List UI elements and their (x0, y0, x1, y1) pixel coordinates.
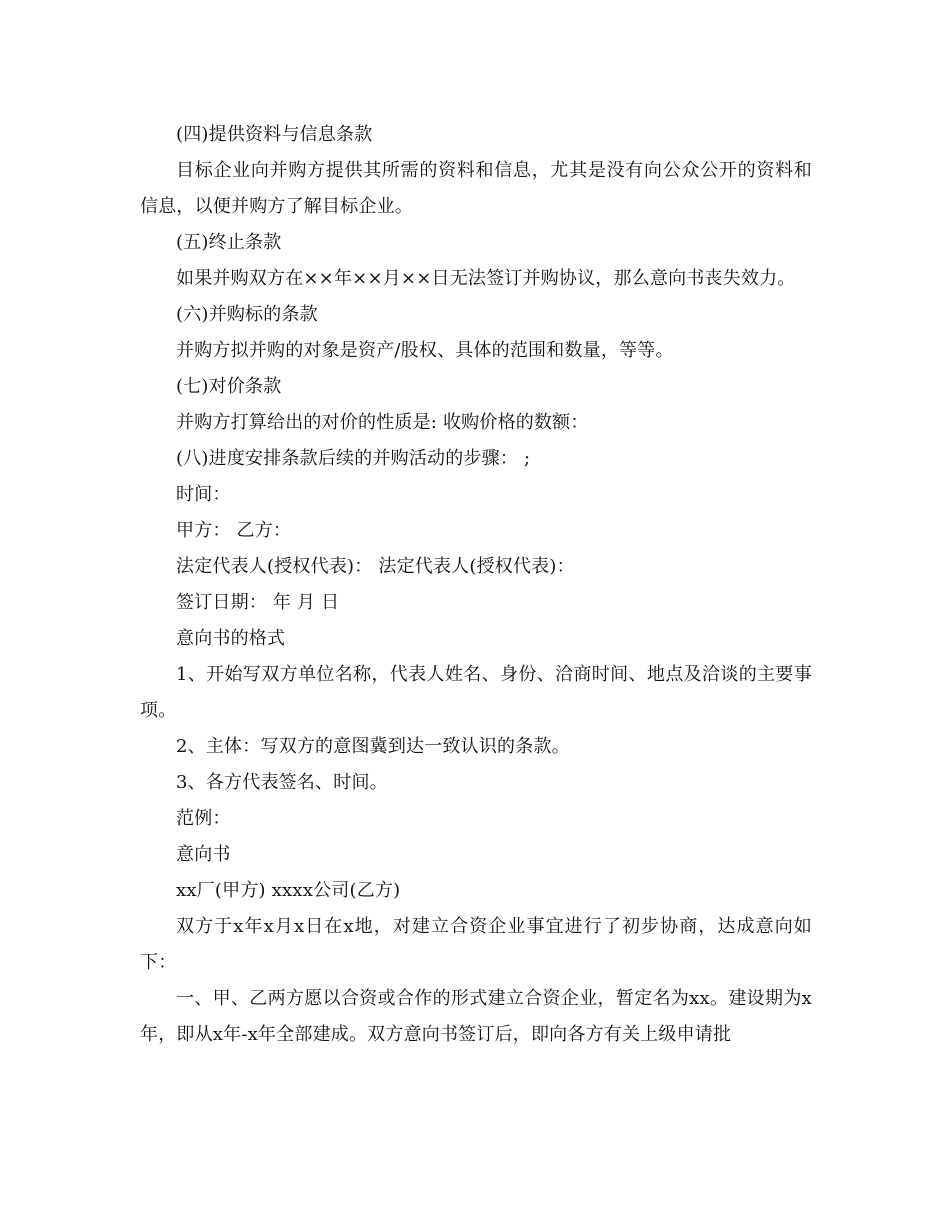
format-heading: 意向书的格式 (176, 628, 286, 649)
time-line: 时间： (176, 484, 231, 505)
paragraph: 如果并购双方在××年××月××日无法签订并购协议，那么意向书丧失效力。 (176, 268, 796, 289)
section-heading-6: (六)并购标的条款 (176, 304, 318, 325)
format-item-3: 3、各方代表签名、时间。 (176, 772, 388, 793)
example-parties: xx厂(甲方) xxxx公司(乙方) (176, 880, 401, 901)
format-item-2: 2、主体：写双方的意图冀到达一致认识的条款。 (176, 736, 570, 757)
section-heading-7: (七)对价条款 (176, 376, 282, 397)
example-paragraph: 双方于x年x月x日在x地，对建立合资企业事宜进行了初步协商，达成意向如下： (140, 916, 812, 973)
paragraph: 并购方拟并购的对象是资产/股权、具体的范围和数量，等等。 (176, 340, 674, 361)
signing-date-line: 签订日期： 年 月 日 (176, 592, 340, 613)
example-article-1: 一、甲、乙两方愿以合资或合作的形式建立合资企业，暂定名为xx。建设期为x年，即从x年-x年全部建成。双方意向书签订后，即向各方有关上级申请批 (140, 988, 812, 1045)
paragraph: 并购方打算给出的对价的性质是: 收购价格的数额： (176, 412, 589, 433)
legal-representative-line: 法定代表人(授权代表)： 法定代表人(授权代表)： (176, 556, 575, 577)
document-body (140, 117, 812, 1053)
section-heading-5: (五)终止条款 (176, 232, 282, 253)
paragraph: 目标企业向并购方提供其所需的资料和信息，尤其是没有向公众公开的资料和信息，以便并购方了解目标企业。 (140, 160, 812, 217)
section-heading-8: (八)进度安排条款后续的并购活动的步骤： ; (176, 448, 531, 469)
parties-line: 甲方： 乙方： (176, 520, 292, 541)
format-item-1: 1、开始写双方单位名称，代表人姓名、身份、洽商时间、地点及洽谈的主要事项。 (140, 664, 812, 721)
section-heading-4: (四)提供资料与信息条款 (176, 124, 373, 145)
example-label: 范例： (176, 808, 231, 829)
example-title: 意向书 (176, 844, 231, 865)
